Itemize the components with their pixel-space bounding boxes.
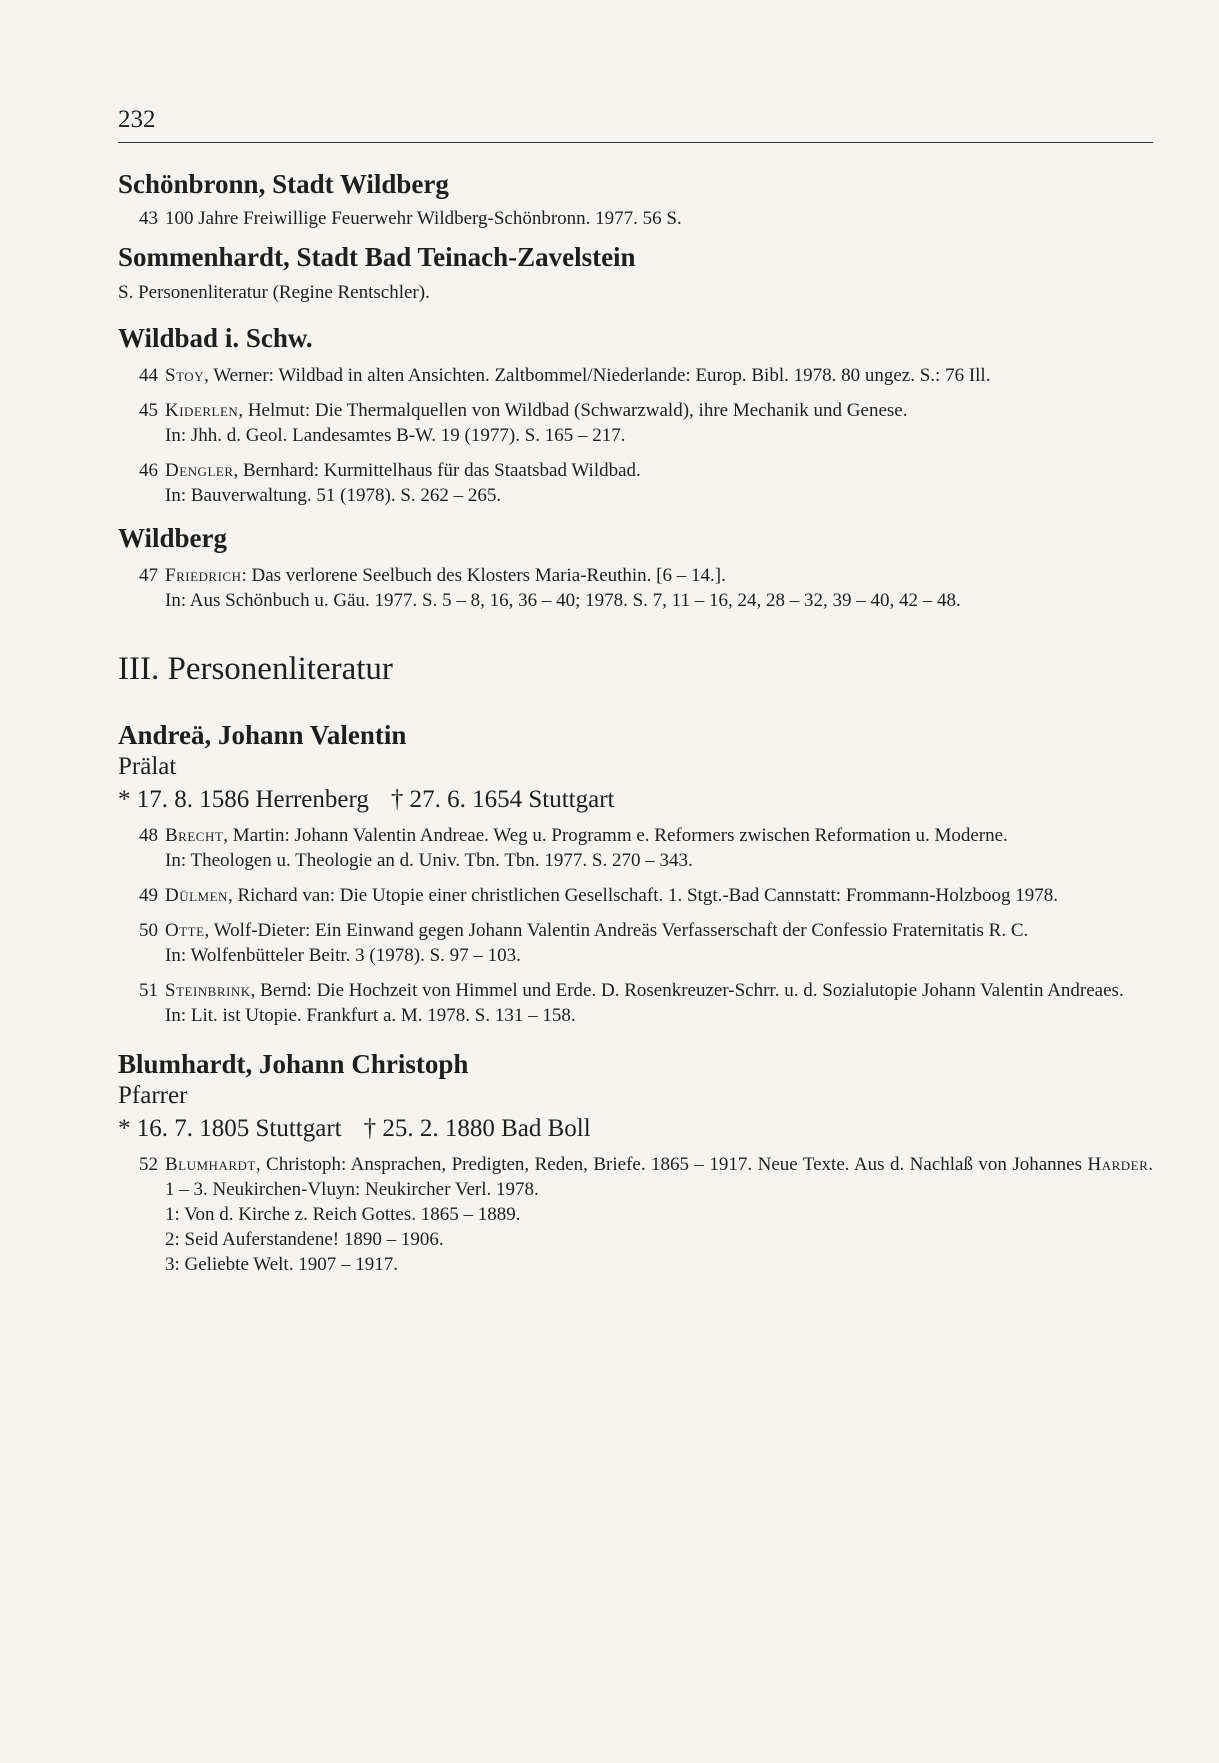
death-date: † 25. 2. 1880 Bad Boll [363,1115,591,1142]
entry-number: 46 [139,460,158,481]
entry-47 [118,563,1153,613]
entry-50 [118,918,1153,968]
entry-number: 45 [139,400,158,421]
entry-number: 49 [139,885,158,906]
entry-author: Steinbrink [165,980,251,1001]
entry-source: In: Lit. ist Utopie. Frankfurt a. M. 1978. S. 131 – 158. [165,1005,576,1026]
entry-text: , Werner: Wildbad in alten Ansichten. Zaltbommel/Niederlande: Europ. Bibl. 1978. 80 ungez. S.: 76 Ill. [204,365,991,386]
place-heading-schoenbronn: Schönbronn, Stadt Wildberg [118,169,449,199]
entry-author: Dülmen [165,885,228,906]
entry-author: Brecht [165,825,224,846]
page [118,100,1153,1277]
person-role: Pfarrer [118,1082,188,1109]
entry-number: 50 [139,920,158,941]
entry-number: 43 [139,208,158,229]
entry-text: , Wolf-Dieter: Ein Einwand gegen Johann Valentin Andreäs Verfasserschaft der Confessio Fraternitatis R. C. [204,920,1029,941]
entry-number: 47 [139,565,158,586]
person-dates [118,783,1153,817]
entry-49 [118,883,1153,908]
entry-source: In: Aus Schönbuch u. Gäu. 1977. S. 5 – 8, 16, 36 – 40; 1978. S. 7, 11 – 16, 24, 28 – 32, 39 – 40, 42 – 48. [165,590,961,611]
entry-43 [118,206,1153,231]
entry-48 [118,823,1153,873]
entry-text: , Bernhard: Kurmittelhaus für das Staatsbad Wildbad. [233,460,641,481]
entry-source: In: Theologen u. Theologie an d. Univ. Tbn. Tbn. 1977. S. 270 – 343. [165,850,693,871]
page-header [118,100,1153,143]
birth-date: * 16. 7. 1805 Stuttgart [118,1115,342,1142]
person-heading-blumhardt: Blumhardt, Johann Christoph [118,1049,469,1079]
entry-52 [118,1152,1153,1277]
entry-text: , Richard van: Die Utopie einer christlichen Gesellschaft. 1. Stgt.-Bad Cannstatt: Frommann-Holzboog 1978. [227,885,1058,906]
birth-date: * 17. 8. 1586 Herrenberg [118,786,369,813]
place-heading-wildbad: Wildbad i. Schw. [118,323,313,353]
section-title: III. Personenliteratur [118,651,393,687]
entry-text: , Helmut: Die Thermalquellen von Wildbad (Schwarzwald), ihre Mechanik und Genese. [238,400,908,421]
entry-source: In: Wolfenbütteler Beitr. 3 (1978). S. 97 – 103. [165,945,521,966]
entry-author: Friedrich [165,565,242,586]
entry-source: In: Bauverwaltung. 51 (1978). S. 262 – 265. [165,485,502,506]
entry-text: 100 Jahre Freiwillige Feuerwehr Wildberg-Schönbronn. 1977. 56 S. [165,208,682,229]
entry-text: , Christoph: Ansprachen, Predigten, Reden, Briefe. 1865 – 1917. Neue Texte. Aus d. Nachlaß von Johannes [255,1154,1088,1175]
person-dates [118,1112,1153,1146]
entry-volume: 1: Von d. Kirche z. Reich Gottes. 1865 – 1889. [165,1204,521,1225]
entry-46 [118,458,1153,508]
entry-author: Dengler [165,460,234,481]
cross-reference-note: S. Personenliteratur (Regine Rentschler). [118,282,430,303]
entry-number: 52 [139,1154,158,1175]
entry-author: Stoy [165,365,205,386]
entry-text: , Bernd: Die Hochzeit von Himmel und Erde. D. Rosenkreuzer-Schrr. u. d. Sozialutopie Johann Valentin Andreaes. [250,980,1124,1001]
entry-44 [118,363,1153,388]
death-date: † 27. 6. 1654 Stuttgart [390,786,615,813]
entry-source: In: Jhh. d. Geol. Landesamtes B-W. 19 (1977). S. 165 – 217. [165,425,626,446]
entry-51 [118,978,1153,1028]
page-number: 232 [118,106,156,133]
entry-text-cont: . 1 – 3. Neukirchen-Vluyn: Neukircher Verl. 1978. [165,1154,1153,1200]
entry-number: 51 [139,980,158,1001]
entry-author: Otte [165,920,205,941]
entry-author: Kiderlen [165,400,239,421]
entry-number: 44 [139,365,158,386]
entry-volume: 3: Geliebte Welt. 1907 – 1917. [165,1254,398,1275]
entry-author: Blumhardt [165,1154,256,1175]
person-heading-andreae: Andreä, Johann Valentin [118,720,407,750]
place-heading-sommenhardt: Sommenhardt, Stadt Bad Teinach-Zavelstein [118,242,636,272]
person-role: Prälat [118,753,177,780]
entry-number: 48 [139,825,158,846]
entry-text: : Das verlorene Seelbuch des Klosters Maria-Reuthin. [6 – 14.]. [241,565,726,586]
entry-volume: 2: Seid Auferstandene! 1890 – 1906. [165,1229,444,1250]
entry-editor: Harder [1087,1154,1149,1175]
entry-45 [118,398,1153,448]
place-heading-wildberg: Wildberg [118,523,228,553]
entry-text: , Martin: Johann Valentin Andreae. Weg u. Programm e. Reformers zwischen Reformation u. Moderne. [223,825,1008,846]
